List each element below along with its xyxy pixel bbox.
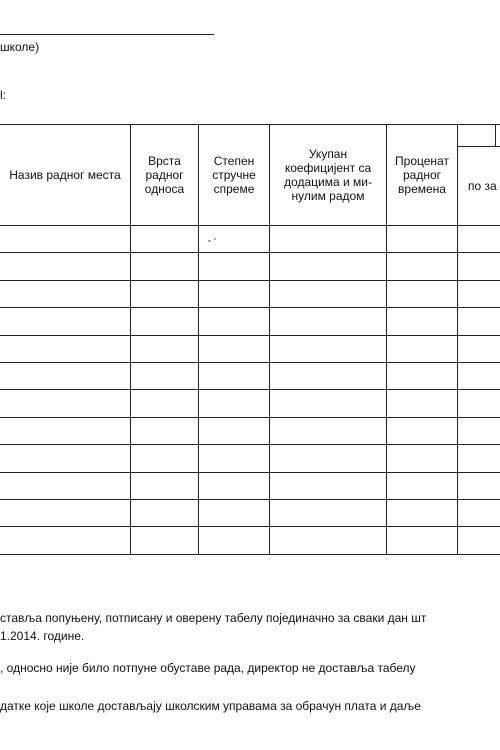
table-row-line xyxy=(0,280,500,281)
header-bottom-border xyxy=(0,225,500,226)
header-work-time-percent: Проценат радног времена xyxy=(395,154,449,196)
header-qualification-level: Степен стручне спреме xyxy=(212,154,256,196)
header-employment-type: Врста радног односа xyxy=(144,154,185,196)
signature-line xyxy=(0,34,214,35)
note-line-1: ставља попуњену, потписану и оверену табелу појединачно за сваки дан шт xyxy=(0,611,427,625)
table-row-line xyxy=(0,417,500,418)
table-column-line xyxy=(130,124,131,555)
table-row-line xyxy=(0,554,500,555)
school-name-label: школе) xyxy=(0,40,40,54)
table-column-line xyxy=(457,124,458,555)
table-row-line xyxy=(0,499,500,500)
table-column-line xyxy=(495,124,496,146)
table-column-line xyxy=(386,124,387,555)
note-line-4: датке које школе достављају школским управама за обрачун плата и даље xyxy=(0,699,421,713)
table-row-line xyxy=(0,526,500,527)
table-row-line xyxy=(0,252,500,253)
scan-speck xyxy=(208,240,211,242)
header-total-coefficient: Укупан коефицијент са додацима и ми- нулим радом xyxy=(284,147,372,203)
note-line-2: 1.2014. године. xyxy=(0,629,85,643)
table-row-line xyxy=(0,335,500,336)
subheader-border xyxy=(457,146,500,147)
table-row-line xyxy=(0,472,500,473)
table-top-border xyxy=(0,124,500,125)
scan-speck xyxy=(214,238,216,240)
header-job-title: Назив радног места xyxy=(9,168,121,182)
note-line-3: , односно није било потпуне обуставе рада, директор не доставља табелу xyxy=(0,661,416,675)
table-row-line xyxy=(0,307,500,308)
table-row-line xyxy=(0,362,500,363)
table-column-line xyxy=(198,124,199,555)
section-label: l: xyxy=(0,88,6,102)
table-row-line xyxy=(0,444,500,445)
table-column-line xyxy=(269,124,270,555)
table-row-line xyxy=(0,389,500,390)
header-partial-column: по за xyxy=(468,179,497,193)
